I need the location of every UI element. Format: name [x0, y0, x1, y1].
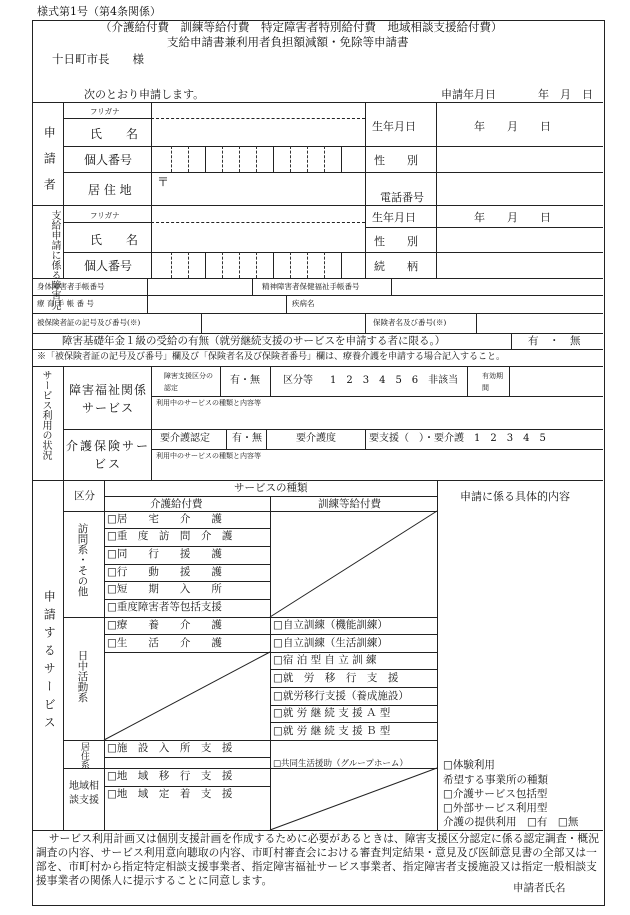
desired-facility-label: 希望する事業所の種類 [443, 774, 548, 786]
care-using-label: 利用中のサービスの種類と内容等 [156, 452, 261, 460]
applicant-signature-label: 申請者氏名 [513, 882, 566, 894]
welfare-service-label: 障害福祉関係サービス [68, 383, 147, 415]
child-birth-ymd: 年 月 日 [474, 211, 551, 224]
valid-period-label: 有効期間 [482, 372, 503, 392]
insurer-label: 保険者名及び番号(※) [373, 318, 447, 327]
day-training-item-1[interactable]: □自立訓練（生活訓練） [273, 637, 388, 649]
visit-item-5[interactable]: □重度障害者等包括支援 [107, 601, 222, 613]
rehab-cert-label: 療 育 手 帳 番 号 [37, 299, 94, 308]
welfare-using-label: 利用中のサービスの種類と内容等 [156, 399, 261, 407]
facility-option-2[interactable]: □外部サービス利用型 [443, 802, 548, 814]
applicant-phone-label: 電話番号 [380, 191, 424, 204]
visit-item-1[interactable]: □重 度 訪 問 介 護 [107, 530, 233, 542]
care-pay-header: 介護給付費 [150, 498, 203, 510]
care-grade-options: 要支援（ ）・要介護 1 2 3 4 5 [369, 433, 546, 444]
visit-group-label: 訪問系・その他 [76, 523, 89, 597]
visit-item-3[interactable]: □行 動 援 護 [107, 566, 222, 578]
care-cert-yes-no: 有・無 [232, 433, 262, 444]
day-training-item-5[interactable]: □就 労 継 続 支 援 Ａ 型 [273, 707, 391, 719]
day-care-item-0[interactable]: □療 養 介 護 [107, 619, 222, 631]
form-number: 様式第1号（第4条関係） [37, 5, 161, 18]
day-training-item-0[interactable]: □自立訓練（機能訓練） [273, 619, 388, 631]
day-training-item-4[interactable]: □就労移行支援（養成施設） [273, 690, 409, 702]
applicant-sex-label: 性 別 [374, 154, 418, 167]
applicant-side-label: 申請者 [42, 126, 57, 204]
applicant-furigana-label: フリガナ [90, 107, 120, 116]
support-cert-label: 障害支援区分の認定 [164, 372, 213, 392]
residential-training-item[interactable]: □共同生活援助（グループホーム） [273, 759, 408, 769]
pension-question: 障害基礎年金１級の受給の有無（就労継続支援のサービスを申請する者に限る。） [62, 335, 446, 347]
pension-options: 有 ・ 無 [528, 335, 581, 347]
consent-text: サービス利用計画又は個別支援計画を作成するために必要があるときは、障害支援区分認定に係る認定調査・概況調査の内容、サービス利用意向聴取の内容、市町村審査会における審査判定結果・意見及び医師意見書の全部又は一部を、市町村から指定特定相談支援事業者、指定障害福祉サービス事業者、指定障害者支援施設又は指定一般相談支援事業者の関係人に提示することに同意します。 [36, 832, 599, 887]
class-label: 区分等 [283, 375, 313, 386]
application-date-label: 申請年月日 [441, 88, 496, 101]
residential-group-label: 居住系 [78, 742, 89, 769]
day-training-item-6[interactable]: □就 労 継 続 支 援 Ｂ 型 [273, 725, 391, 737]
regional-item-0[interactable]: □地 域 移 行 支 援 [107, 770, 233, 782]
day-group-label: 日中活動系 [76, 650, 89, 703]
insured-number-label: 被保険者証の記号及び番号(※) [37, 318, 141, 327]
form-title-line2: 支給申請書兼利用者負担額減額・免除等申請書 [167, 35, 409, 49]
intro-text: 次のとおり申請します。 [84, 88, 205, 101]
care-level-label: 要介護度 [296, 433, 336, 444]
applicant-address-label: 居 住 地 [88, 183, 132, 197]
visit-item-0[interactable]: □居 宅 介 護 [107, 513, 222, 525]
child-side-label: 支給申請に係る障害児 [49, 210, 60, 310]
category-header: 区分 [74, 490, 95, 502]
child-id-label: 個人番号 [84, 259, 133, 273]
regional-item-1[interactable]: □地 域 定 着 支 援 [107, 788, 233, 800]
residential-care-item[interactable]: □施 設 入 所 支 援 [107, 742, 233, 754]
regional-group-label: 地域相談支援 [69, 781, 99, 806]
applicant-id-label: 個人番号 [84, 153, 133, 167]
application-date-ymd: 年 月 日 [538, 88, 593, 101]
child-relation-label: 続 柄 [374, 260, 418, 273]
visit-item-2[interactable]: □同 行 援 護 [107, 548, 222, 560]
services-side-label: 申請するサービス [42, 590, 57, 734]
applicant-birth-label: 生年月日 [372, 120, 416, 133]
day-care-item-1[interactable]: □生 活 介 護 [107, 637, 222, 649]
child-birth-label: 生年月日 [372, 211, 416, 224]
class-options: 1 2 3 4 5 6 非該当 [330, 375, 459, 386]
applicant-name-label: 氏 名 [90, 127, 139, 141]
insured-note: ※「被保険者証の記号及び番号」欄及び「保険者名及び保険者番号」欄は、療養介護を申請する場合記入すること。 [37, 352, 506, 362]
form-title-line1: （介護給付費 訓練等給付費 特定障害者特別給付費 地域相談支援給付費） [100, 20, 503, 34]
support-cert-yes-no: 有・無 [230, 375, 260, 386]
day-training-item-3[interactable]: □就 労 移 行 支 援 [273, 672, 399, 684]
care-cert-label: 要介護認定 [160, 433, 210, 444]
postal-mark: 〒 [157, 175, 170, 189]
child-furigana-label: フリガナ [90, 211, 120, 220]
facility-option-1[interactable]: □介護サービス包括型 [443, 788, 548, 800]
child-name-label: 氏 名 [90, 233, 139, 247]
mayor-address: 十日町市長 様 [52, 52, 144, 66]
status-side-label: サービス利用の状況 [40, 370, 51, 460]
physical-cert-label: 身体障害者手帳番号 [37, 282, 105, 291]
training-pay-header: 訓練等給付費 [318, 498, 381, 510]
disease-label: 疾病名 [292, 299, 315, 308]
care-insurance-label: 介護保険サービス [66, 439, 151, 471]
mental-cert-label: 精神障害者保健福祉手帳番号 [262, 282, 360, 291]
day-training-item-2[interactable]: □宿 泊 型 自 立 訓 練 [273, 654, 377, 666]
care-provision-option[interactable]: 介護の提供利用 □有 □無 [443, 816, 579, 828]
detail-header: 申請に係る具体的内容 [460, 490, 570, 503]
service-kinds-header: サービスの種類 [234, 482, 308, 494]
trial-use-checkbox[interactable]: □体験利用 [443, 759, 495, 771]
child-sex-label: 性 別 [374, 235, 418, 248]
visit-item-4[interactable]: □短 期 入 所 [107, 583, 222, 595]
applicant-birth-ymd: 年 月 日 [474, 120, 551, 133]
